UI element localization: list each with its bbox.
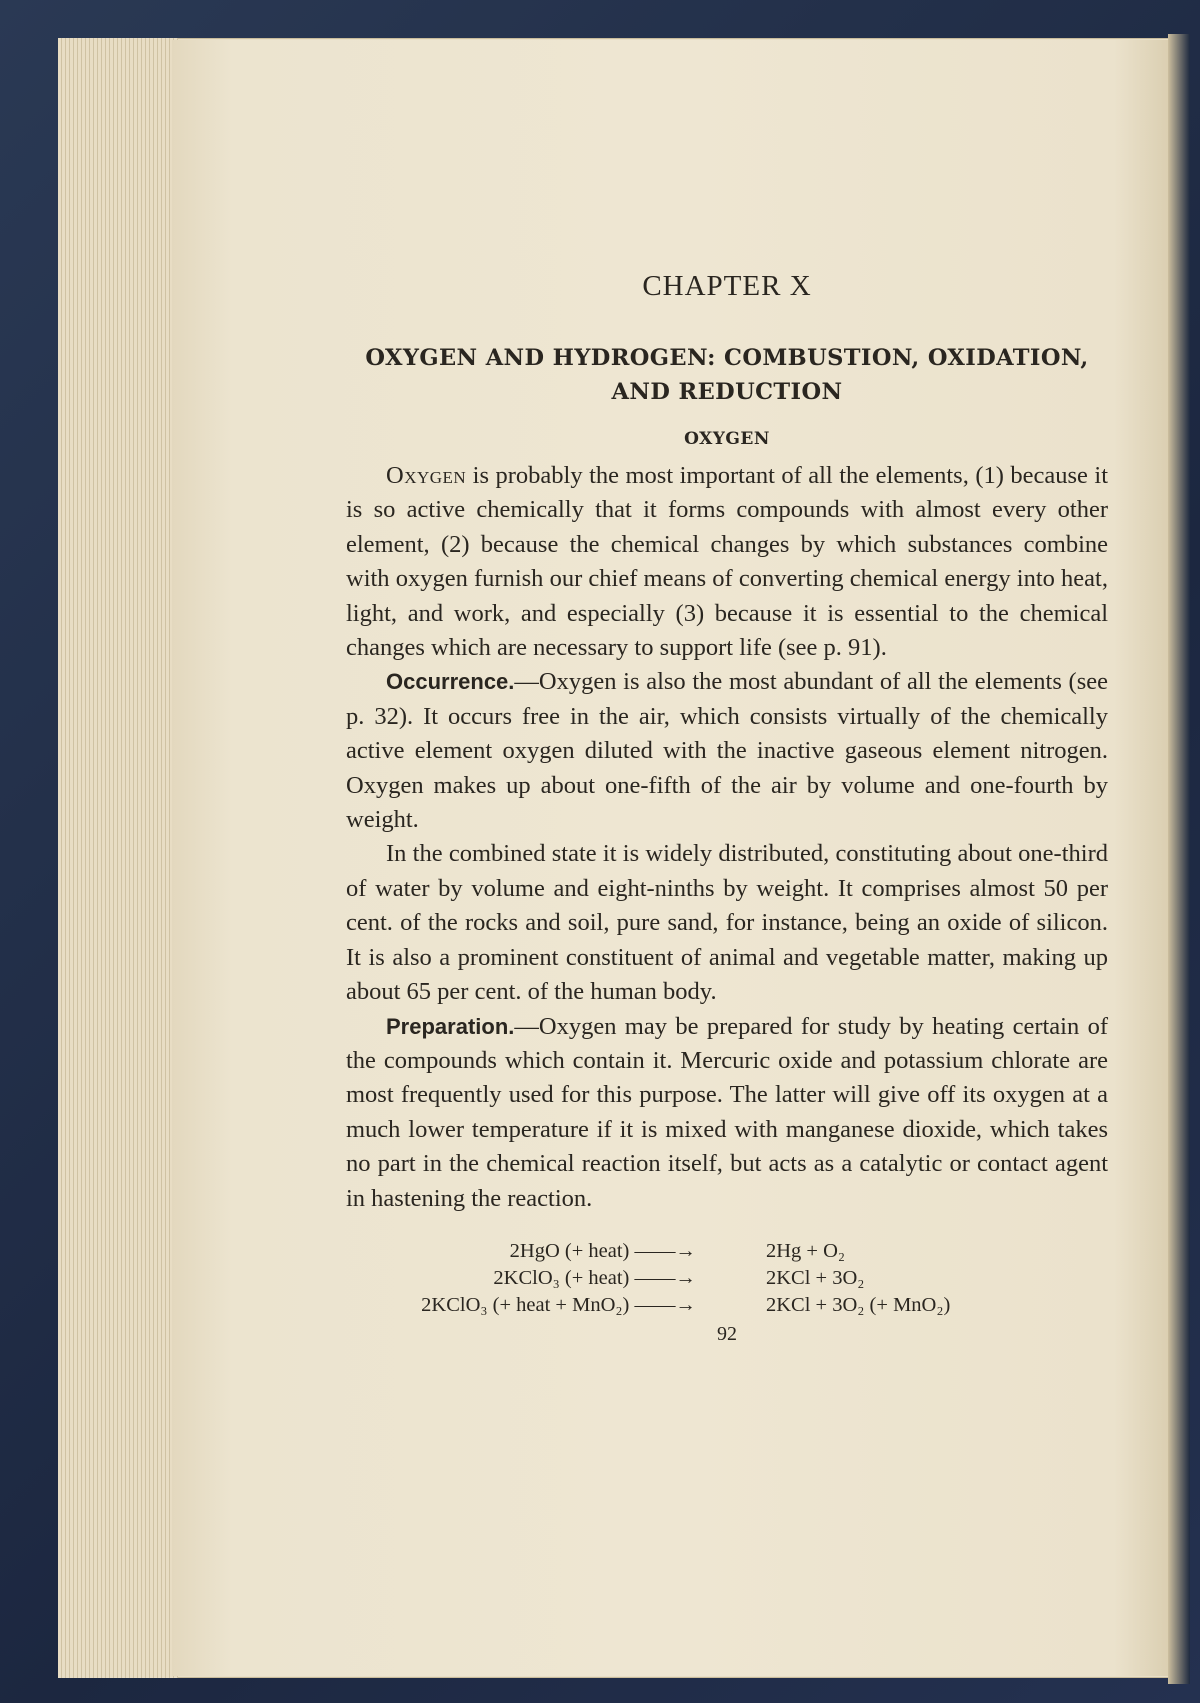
- equation-lhs: 2KClO₃ (+ heat) ——→: [493, 1266, 696, 1289]
- paragraph-intro-text: is probably the most important of all the elements, (1) because it is so active chemically that it forms compounds with almost every other element, (2) because the chemical changes by which substances combine with oxygen furnish our chief means of converting chemical energy into heat, light, and work, and especially (3) because it is essential to the chemical changes which are necessary to support life (see p. 91).: [346, 462, 1108, 662]
- chapter-title: [346, 341, 1108, 409]
- section-heading: OXYGEN: [684, 429, 770, 449]
- chapter-heading: CHAPTER X: [642, 270, 812, 302]
- equation-row: [346, 1238, 1108, 1265]
- equation-row: [346, 1265, 1108, 1292]
- paragraph-intro-lead: Oxygen: [386, 462, 467, 489]
- page-number: 92: [717, 1322, 737, 1345]
- page-content: [346, 270, 1108, 1346]
- paragraph-combined-state: In the combined state it is widely distributed, constituting about one-third of water by volume and eight-ninths by weight. It comprises almost 50 per cent. of the rocks and soil, pure sand, for instance, being an oxide of silicon. It is also a prominent constituent of animal and vegetable matter, making up about 65 per cent. of the human body.: [346, 840, 1108, 1006]
- equation-rhs: 2Hg + O₂: [766, 1239, 846, 1262]
- chapter-title-line-2: AND REDUCTION: [611, 379, 843, 405]
- equation-lhs: 2KClO₃ (+ heat + MnO₂) ——→: [421, 1293, 696, 1316]
- paragraph-occurrence: [346, 665, 1108, 837]
- paragraph-preparation-lead: Preparation.: [386, 1013, 515, 1039]
- equation-rhs: 2KCl + 3O₂: [766, 1266, 865, 1289]
- equation-lhs: 2HgO (+ heat) ——→: [509, 1239, 696, 1262]
- paragraph-preparation-text: —Oxygen may be prepared for study by heating certain of the compounds which contain it. Mercuric oxide and potassium chlorate are most frequently used for this purpose. The latter will give off its oxygen at a much lower temperature if it is mixed with manganese dioxide, which takes no part in the chemical reaction itself, but acts as a catalytic or contact agent in hastening the reaction.: [346, 1012, 1108, 1212]
- page-stack-edges: [58, 38, 178, 1678]
- chapter-title-line-1: OXYGEN AND HYDROGEN: COMBUSTION, OXIDATION,: [365, 345, 1089, 371]
- paragraph-preparation: [346, 1010, 1108, 1216]
- equation-rhs: 2KCl + 3O₂ (+ MnO₂): [766, 1293, 951, 1316]
- paragraph-occurrence-lead: Occurrence.: [386, 669, 515, 695]
- paragraph-occurrence-text: —Oxygen is also the most abundant of all the elements (see p. 32). It occurs free in the air, which consists virtually of the chemically active element oxygen diluted with the inactive gaseous element nitrogen. Oxygen makes up about one-fifth of the air by volume and one-fourth by weight.: [346, 668, 1108, 834]
- page-gutter-edge: [1168, 34, 1190, 1684]
- equations-block: [346, 1238, 1108, 1319]
- equation-row: [346, 1292, 1108, 1319]
- paragraph-intro: [346, 459, 1108, 665]
